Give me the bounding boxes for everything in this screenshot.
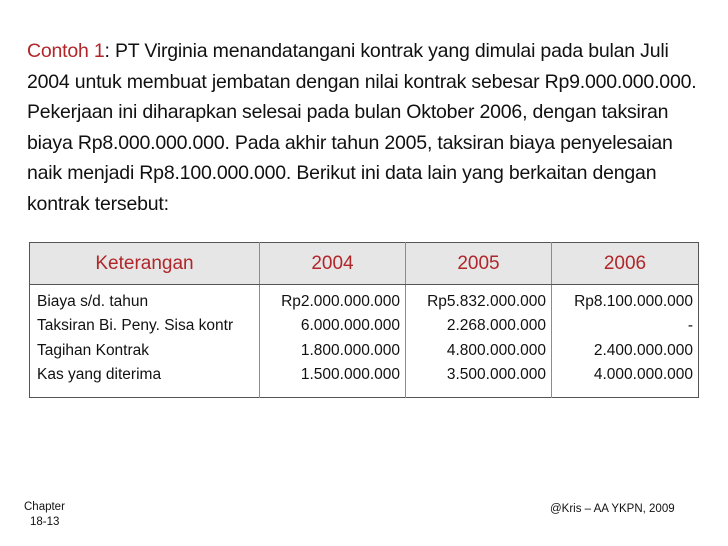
contract-data-table (29, 242, 699, 398)
table-header-row (30, 243, 699, 285)
row-label-tagihan: Tagihan Kontrak (37, 341, 150, 359)
column-header-keterangan: Keterangan (30, 243, 260, 285)
keterangan-column (30, 285, 260, 398)
credit-footer: @Kris – AA YKPN, 2009 (550, 503, 675, 515)
intro-text: : PT Virginia menandatangani kontrak yang dimulai pada bulan Juli 2004 untuk membuat jembatan dengan nilai kontrak sebesar Rp9.000.000.000. Pekerjaan ini diharapkan selesai pada bulan Oktober 2006, dengan taksiran biaya Rp8.000.000.000. Pada akhir tahun 2005, taksiran biaya penyelesaian naik menjadi Rp8.100.000.000. Berikut ini data lain yang berkaitan dengan kontrak tersebut: (27, 40, 697, 215)
cell-tagihan-2004: 1.800.000.000 (300, 341, 400, 359)
cell-taksiran-2004: 6.000.000.000 (300, 317, 400, 335)
chapter-label: Chapter (24, 501, 65, 513)
cell-kas-2004: 1.500.000.000 (300, 366, 400, 384)
cell-tagihan-2005: 4.800.000.000 (446, 341, 546, 359)
cell-biaya-2005: Rp5.832.000.000 (427, 293, 546, 310)
year-2005-column (406, 285, 552, 398)
year-2004-column (260, 285, 406, 398)
cell-kas-2006: 4.000.000.000 (593, 366, 693, 384)
cell-taksiran-2006: - (687, 317, 693, 335)
year-2006-column (552, 285, 699, 398)
column-header-2006: 2006 (552, 243, 699, 285)
row-label-taksiran: Taksiran Bi. Peny. Sisa kontr (37, 317, 234, 335)
row-label-kas: Kas yang diterima (37, 366, 162, 384)
column-header-2005: 2005 (406, 243, 552, 285)
table-body-row (30, 285, 699, 398)
chapter-number: 18-13 (30, 516, 60, 528)
intro-paragraph (27, 36, 707, 220)
column-header-2004: 2004 (260, 243, 406, 285)
cell-biaya-2006: Rp8.100.000.000 (574, 293, 693, 310)
cell-tagihan-2006: 2.400.000.000 (593, 341, 693, 359)
cell-biaya-2004: Rp2.000.000.000 (281, 293, 400, 310)
cell-kas-2005: 3.500.000.000 (446, 366, 546, 384)
cell-taksiran-2005: 2.268.000.000 (446, 317, 546, 335)
row-label-biaya: Biaya s/d. tahun (37, 293, 149, 310)
example-label: Contoh 1 (27, 40, 105, 62)
chapter-footer (24, 500, 65, 530)
